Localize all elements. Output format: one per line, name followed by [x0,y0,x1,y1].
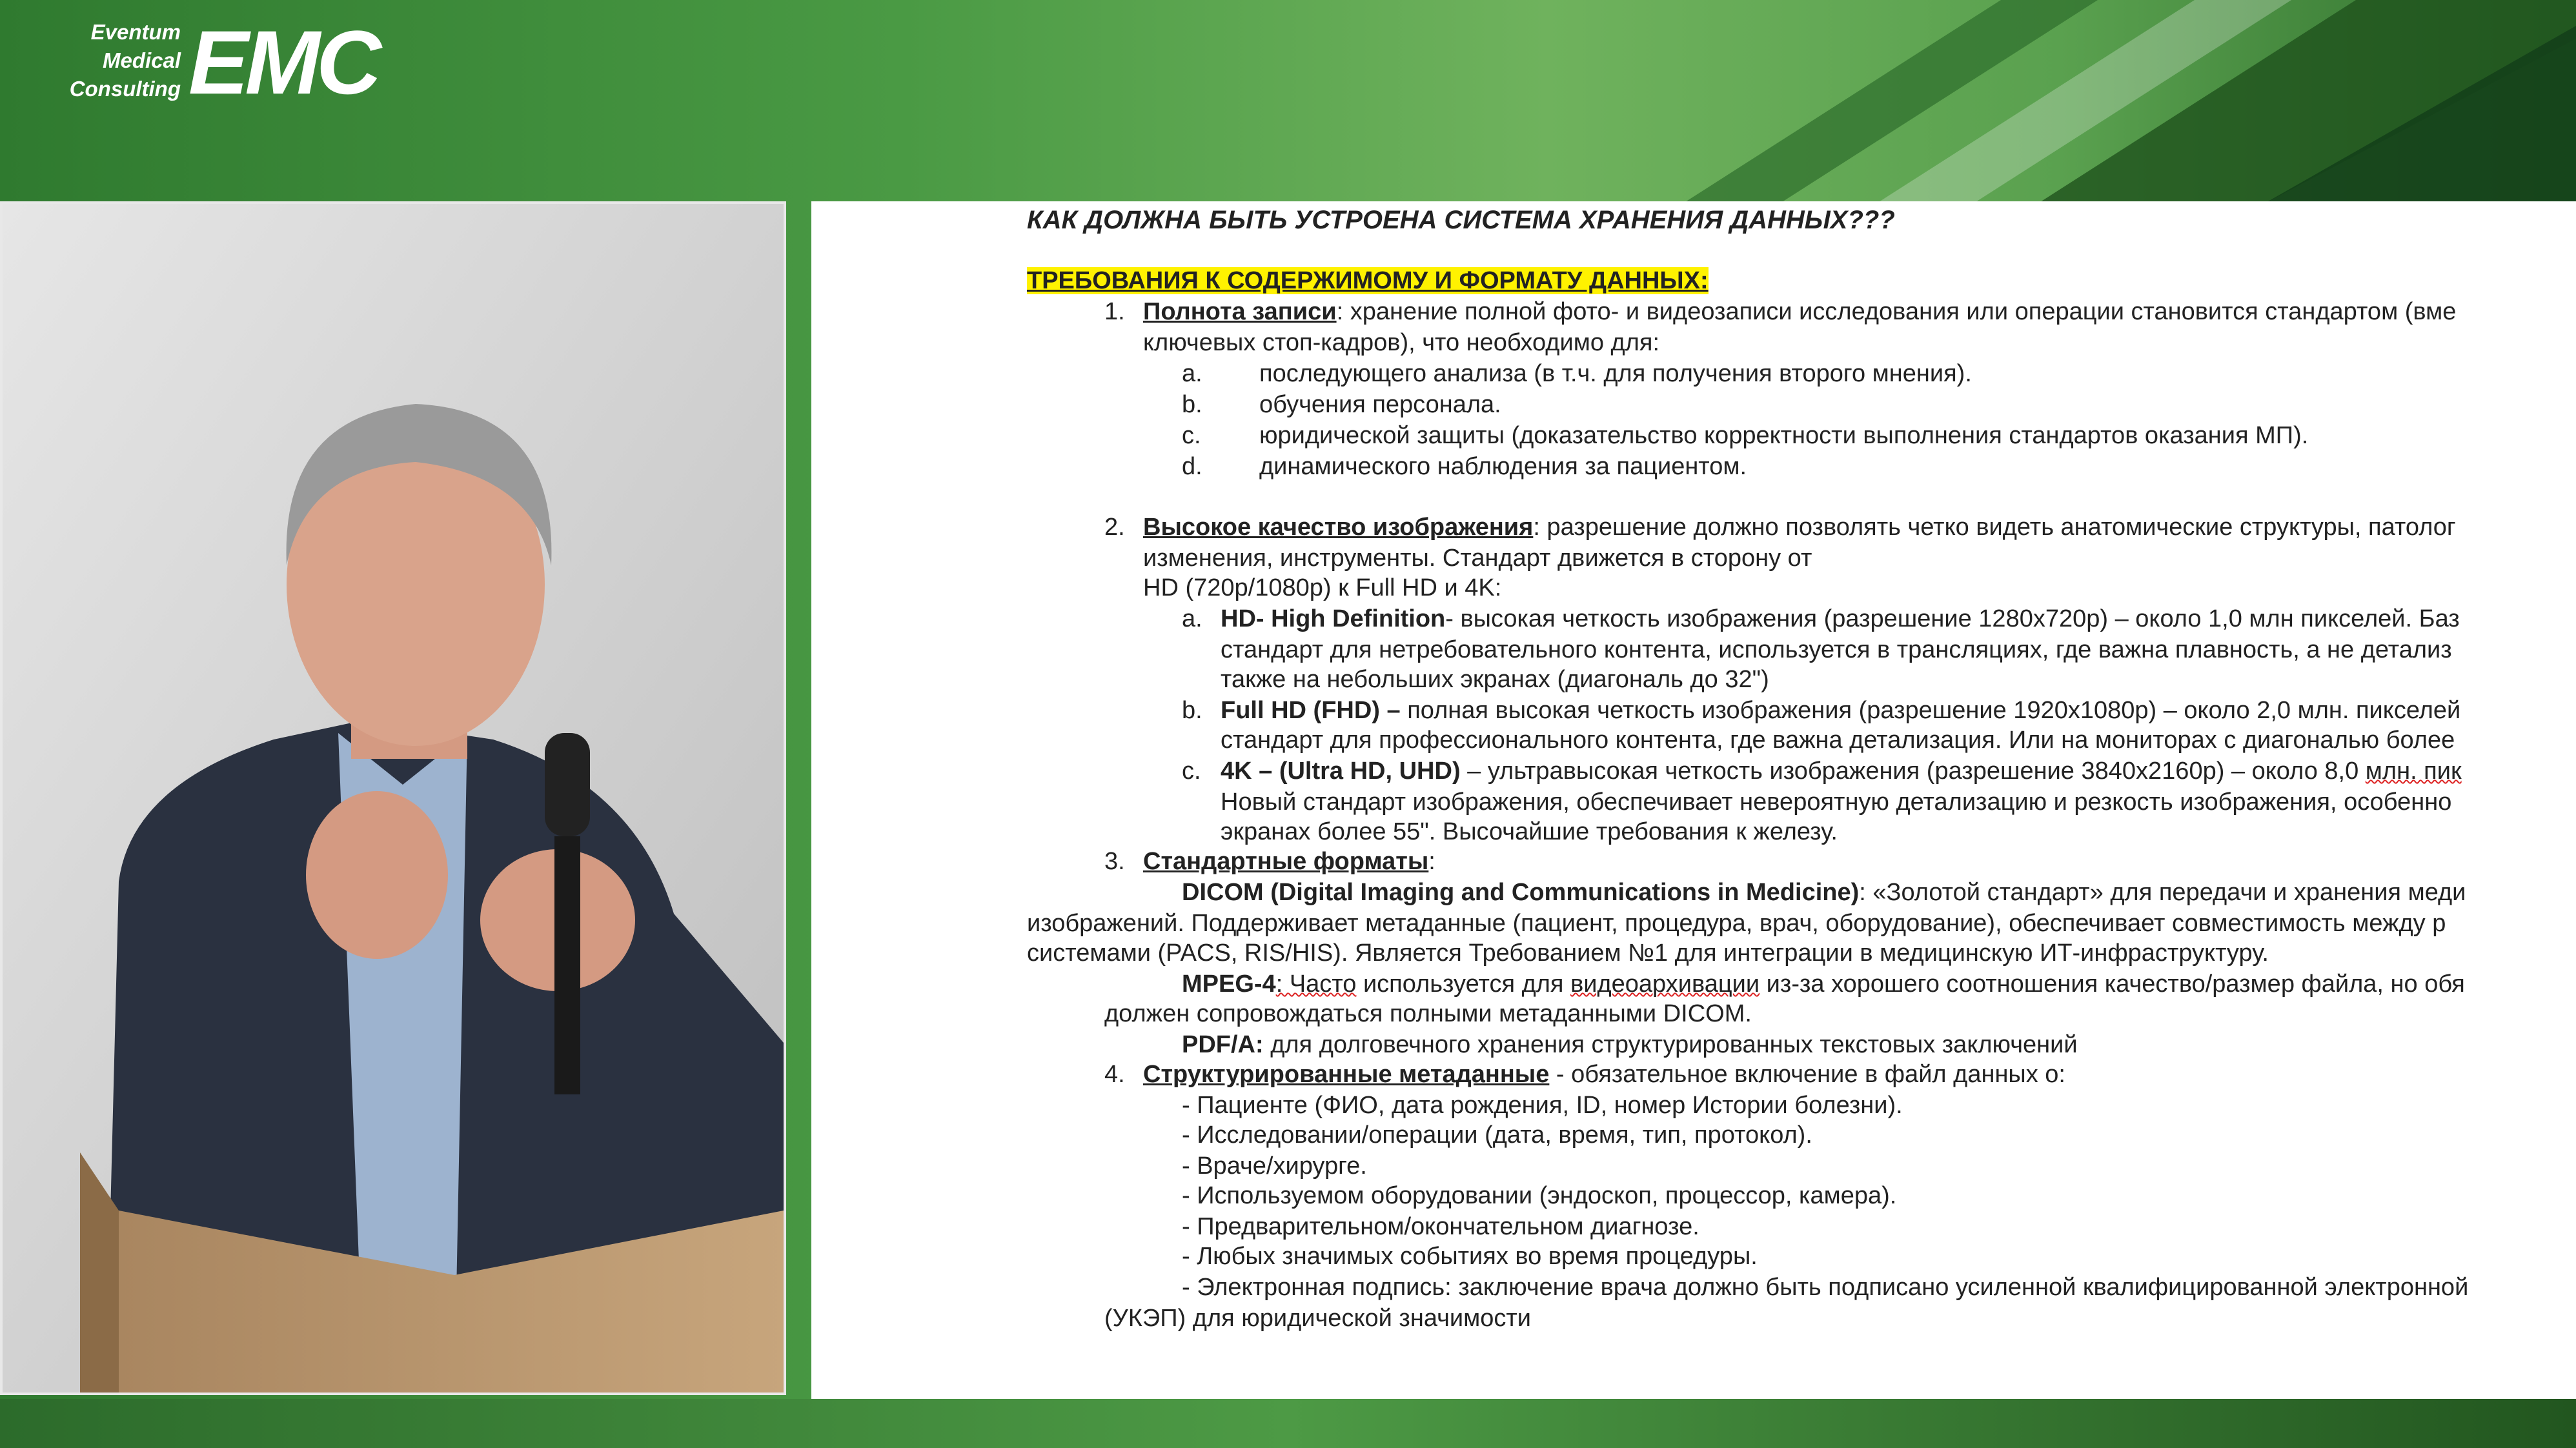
dicom-line-1 [1182,878,2466,907]
mpeg-line-2: должен сопровождаться полными метаданными DICOM. [1104,1000,1752,1027]
pdf-line [1182,1030,2078,1060]
pdf-term: PDF/A: [1182,1031,1264,1058]
mpeg-mid: используется для [1356,970,1571,998]
item-4-term: Структурированные метаданные [1143,1061,1550,1088]
metadata-bullet-7: - Электронная подпись: заключение врача должно быть подписано усиленной квалифицированной электронной [1182,1274,2469,1301]
section-heading [1027,266,1709,296]
presentation-slide [811,201,2576,1399]
logo-mark: EMC [188,12,378,113]
mpeg-text-1: из-за хорошего соотношения качество/размер файла, но обя [1760,970,2465,998]
metadata-bullet-6: - Любых значимых событиях во время процедуры. [1182,1243,1758,1270]
item-4-text: - обязательное включение в файл данных о: [1549,1061,2065,1088]
metadata-bullet-5: - Предварительном/окончательном диагнозе. [1182,1213,1699,1240]
item-2-text-1: : разрешение должно позволять четко видеть анатомические структуры, патолог [1533,514,2456,541]
metadata-bullet-3: - Враче/хирурге. [1182,1152,1367,1180]
sub-a-text: последующего анализа (в т.ч. для получения второго мнения). [1259,360,1972,387]
bottom-bar [0,1399,2576,1448]
sub2-c-text-1: – ультравысокая четкость изображения (разрешение 3840x2160p) – около 8,0 [1460,758,2366,785]
sub-d-letter: d. [1182,453,1202,480]
mpeg-wavy-1: : Часто [1275,970,1357,998]
item-1-sub-c [1182,421,2308,450]
slide-content [1027,201,2576,1399]
sub2-a-text-1: - высокая четкость изображения (разрешение 1280x720p) – около 1,0 млн пикселей. Баз [1445,605,2460,632]
logo-line-2: Medical [102,48,181,72]
sub-c-letter: c. [1182,422,1201,449]
mpeg-term: MPEG-4 [1182,970,1276,998]
section-heading-text: ТРЕБОВАНИЯ К СОДЕРЖИМОМУ И ФОРМАТУ ДАННЫХ: [1027,267,1709,294]
speaker-person-icon [3,204,784,1393]
item-2-sub-a-line-2: стандарт для нетребовательного контента, используется в трансляциях, где важна плавность, а не детализ [1221,636,2452,663]
sub-b-text: обучения персонала. [1259,391,1501,418]
item-1-term: Полнота записи [1143,298,1337,325]
dicom-term: DICOM (Digital Imaging and Communications in Medicine) [1182,879,1860,906]
item-2-number: 2. [1104,514,1125,541]
sub-b-letter: b. [1182,391,1202,418]
item-2-term: Высокое качество изображения [1143,514,1534,541]
sub2-a-letter: a. [1182,605,1202,632]
sub2-a-term: HD- High Definition [1221,605,1446,632]
item-2-sub-c-line-3: экранах более 55". Высочайшие требования к железу. [1221,818,1838,845]
logo-line-3: Consulting [69,77,181,101]
dicom-text-1: : «Золотой стандарт» для передачи и хранения меди [1859,879,2466,906]
item-3-line-1 [1104,847,1435,876]
metadata-last-line: (УКЭП) для юридической значимости [1104,1305,1532,1332]
speaker-video [0,201,786,1395]
mpeg-wavy-2: видеоархивации [1570,970,1760,998]
item-2-sub-a-line-3: также на небольших экранах (диагональ до 32") [1221,666,1769,693]
item-1-number: 1. [1104,298,1125,325]
metadata-bullet-1: - Пациенте (ФИО, дата рождения, ID, номер Истории болезни). [1182,1092,1903,1119]
dicom-line-3: системами (PACS, RIS/HIS). Является Требованием №1 для интеграции в медицинскую ИТ-инфраструктуру. [1027,940,2269,967]
logo-words [52,18,181,103]
item-3-term: Стандартные форматы [1143,848,1429,875]
pdf-text: для долговечного хранения структурированных текстовых заключений [1263,1031,2078,1058]
item-1-sub-a [1182,359,1972,388]
sub-a-letter: a. [1182,360,1202,387]
dicom-line-2: изображений. Поддерживает метаданные (пациент, процедура, врач, оборудование), обеспечивает совместимость между р [1027,910,2446,937]
emc-logo [52,14,413,111]
sub2-c-letter: c. [1182,758,1201,785]
slide-title: КАК ДОЛЖНА БЫТЬ УСТРОЕНА СИСТЕМА ХРАНЕНИЯ ДАННЫХ??? [1027,206,1895,234]
sub2-b-letter: b. [1182,697,1202,724]
item-1-text-1: : хранение полной фото- и видеозаписи исследования или операции становится стандартом (вме [1336,298,2457,325]
item-3-colon: : [1428,848,1435,875]
mpeg-line-1 [1182,969,2465,999]
item-1-sub-d [1182,452,1747,481]
item-4-number: 4. [1104,1061,1125,1088]
sub2-b-text-1: полная высокая четкость изображения (разрешение 1920x1080p) – около 2,0 млн. пикселей [1400,697,2461,724]
item-2-line-3: HD (720p/1080p) к Full HD и 4K: [1143,574,1502,601]
item-2-sub-b-line-1 [1182,696,2460,725]
item-2-sub-c-line-1 [1182,756,2462,786]
item-2-sub-a-line-1 [1182,604,2460,634]
item-1-line-2: ключевых стоп-кадров), что необходимо для: [1143,329,1660,356]
sub2-c-wavy: млн. пик [2365,758,2462,785]
sub-d-text: динамического наблюдения за пациентом. [1259,453,1747,480]
item-2-sub-c-line-2: Новый стандарт изображения, обеспечивает невероятную детализацию и резкость изображения, особенно [1221,789,2452,816]
metadata-bullet-4: - Используемом оборудовании (эндоскоп, процессор, камера). [1182,1182,1897,1209]
item-1-line-1 [1104,297,2456,327]
logo-line-1: Eventum [90,20,181,44]
sub2-c-term: 4K – (Ultra HD, UHD) [1221,758,1461,785]
item-4-line-1 [1104,1060,2065,1089]
item-3-number: 3. [1104,848,1125,875]
sub-c-text: юридической защиты (доказательство корректности выполнения стандартов оказания МП). [1259,422,2309,449]
item-2-line-1 [1104,512,2456,542]
item-1-sub-b [1182,390,1501,419]
sub2-b-term: Full HD (FHD) – [1221,697,1401,724]
metadata-bullet-2: - Исследовании/операции (дата, время, тип, протокол). [1182,1121,1812,1149]
item-2-line-2: изменения, инструменты. Стандарт движется в сторону от [1143,545,1812,572]
item-2-sub-b-line-2: стандарт для профессионального контента, где важна детализация. Или на мониторах с диагональю более [1221,727,2455,754]
